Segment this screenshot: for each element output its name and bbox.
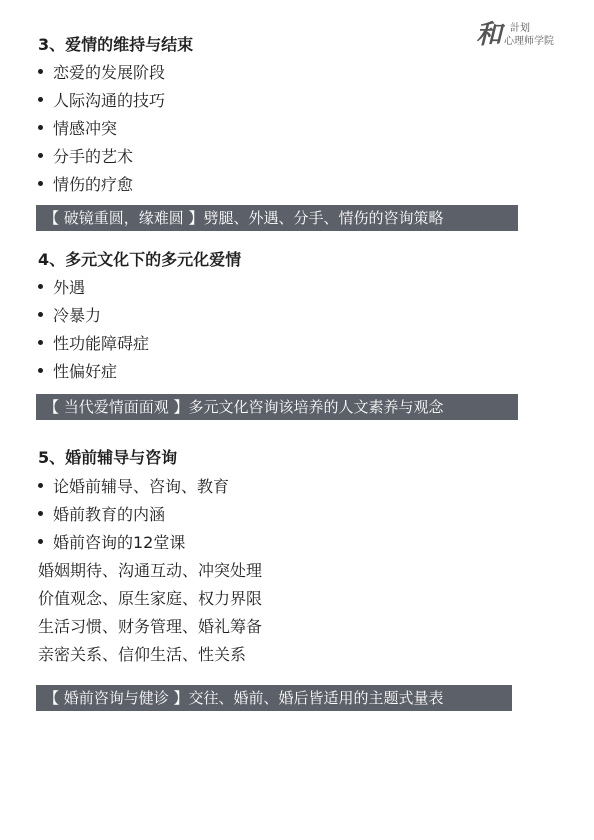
list-item: 婚前咨询的12堂课 [38,533,185,553]
logo-text-line2: 心理师学院 [504,36,554,47]
text-line: 婚姻期待、沟通互动、冲突处理 [38,561,263,580]
section-banner: 【 破镜重圆，缘难圆 】劈腿、外遇、分手、情伤的咨询策略 [36,205,518,231]
list-item: 性偏好症 [38,362,117,382]
list-item: 论婚前辅导、咨询、教育 [38,477,229,497]
bullet-icon [38,284,43,289]
bullet-icon [38,368,43,373]
bullet-icon [38,125,43,130]
bullet-icon [38,539,43,544]
text-line: 亲密关系、信仰生活、性关系 [38,645,247,664]
logo-mark: 和 [476,20,503,50]
bullet-icon [38,69,43,74]
list-item: 情伤的疗愈 [38,175,133,195]
bullet-icon [38,97,43,102]
bullet-icon [38,340,43,345]
list-item: 恋爱的发展阶段 [38,63,165,83]
bullet-icon [38,483,43,488]
section-heading: 4、多元文化下的多元化爱情 [38,250,242,269]
section-banner: 【 婚前咨询与健诊 】交往、婚前、婚后皆适用的主题式量表 [36,685,512,711]
text-line: 生活习惯、财务管理、婚礼筹备 [38,617,263,636]
section-banner: 【 当代爱情面面观 】多元文化咨询该培养的人文素养与观念 [36,394,518,420]
bullet-icon [38,312,43,317]
bullet-icon [38,181,43,186]
list-item: 分手的艺术 [38,147,133,167]
logo [476,20,572,54]
section-heading: 3、爱情的维持与结束 [38,35,194,54]
section-heading: 5、婚前辅导与咨询 [38,448,178,467]
list-item: 情感冲突 [38,119,117,139]
bullet-icon [38,511,43,516]
list-item: 冷暴力 [38,306,101,326]
bullet-icon [38,153,43,158]
list-item: 人际沟通的技巧 [38,91,165,111]
list-item: 婚前教育的内涵 [38,505,165,525]
list-item: 外遇 [38,278,85,298]
text-line: 价值观念、原生家庭、权力界限 [38,589,263,608]
logo-text-line1: 計划 [510,23,530,34]
list-item: 性功能障碍症 [38,334,149,354]
